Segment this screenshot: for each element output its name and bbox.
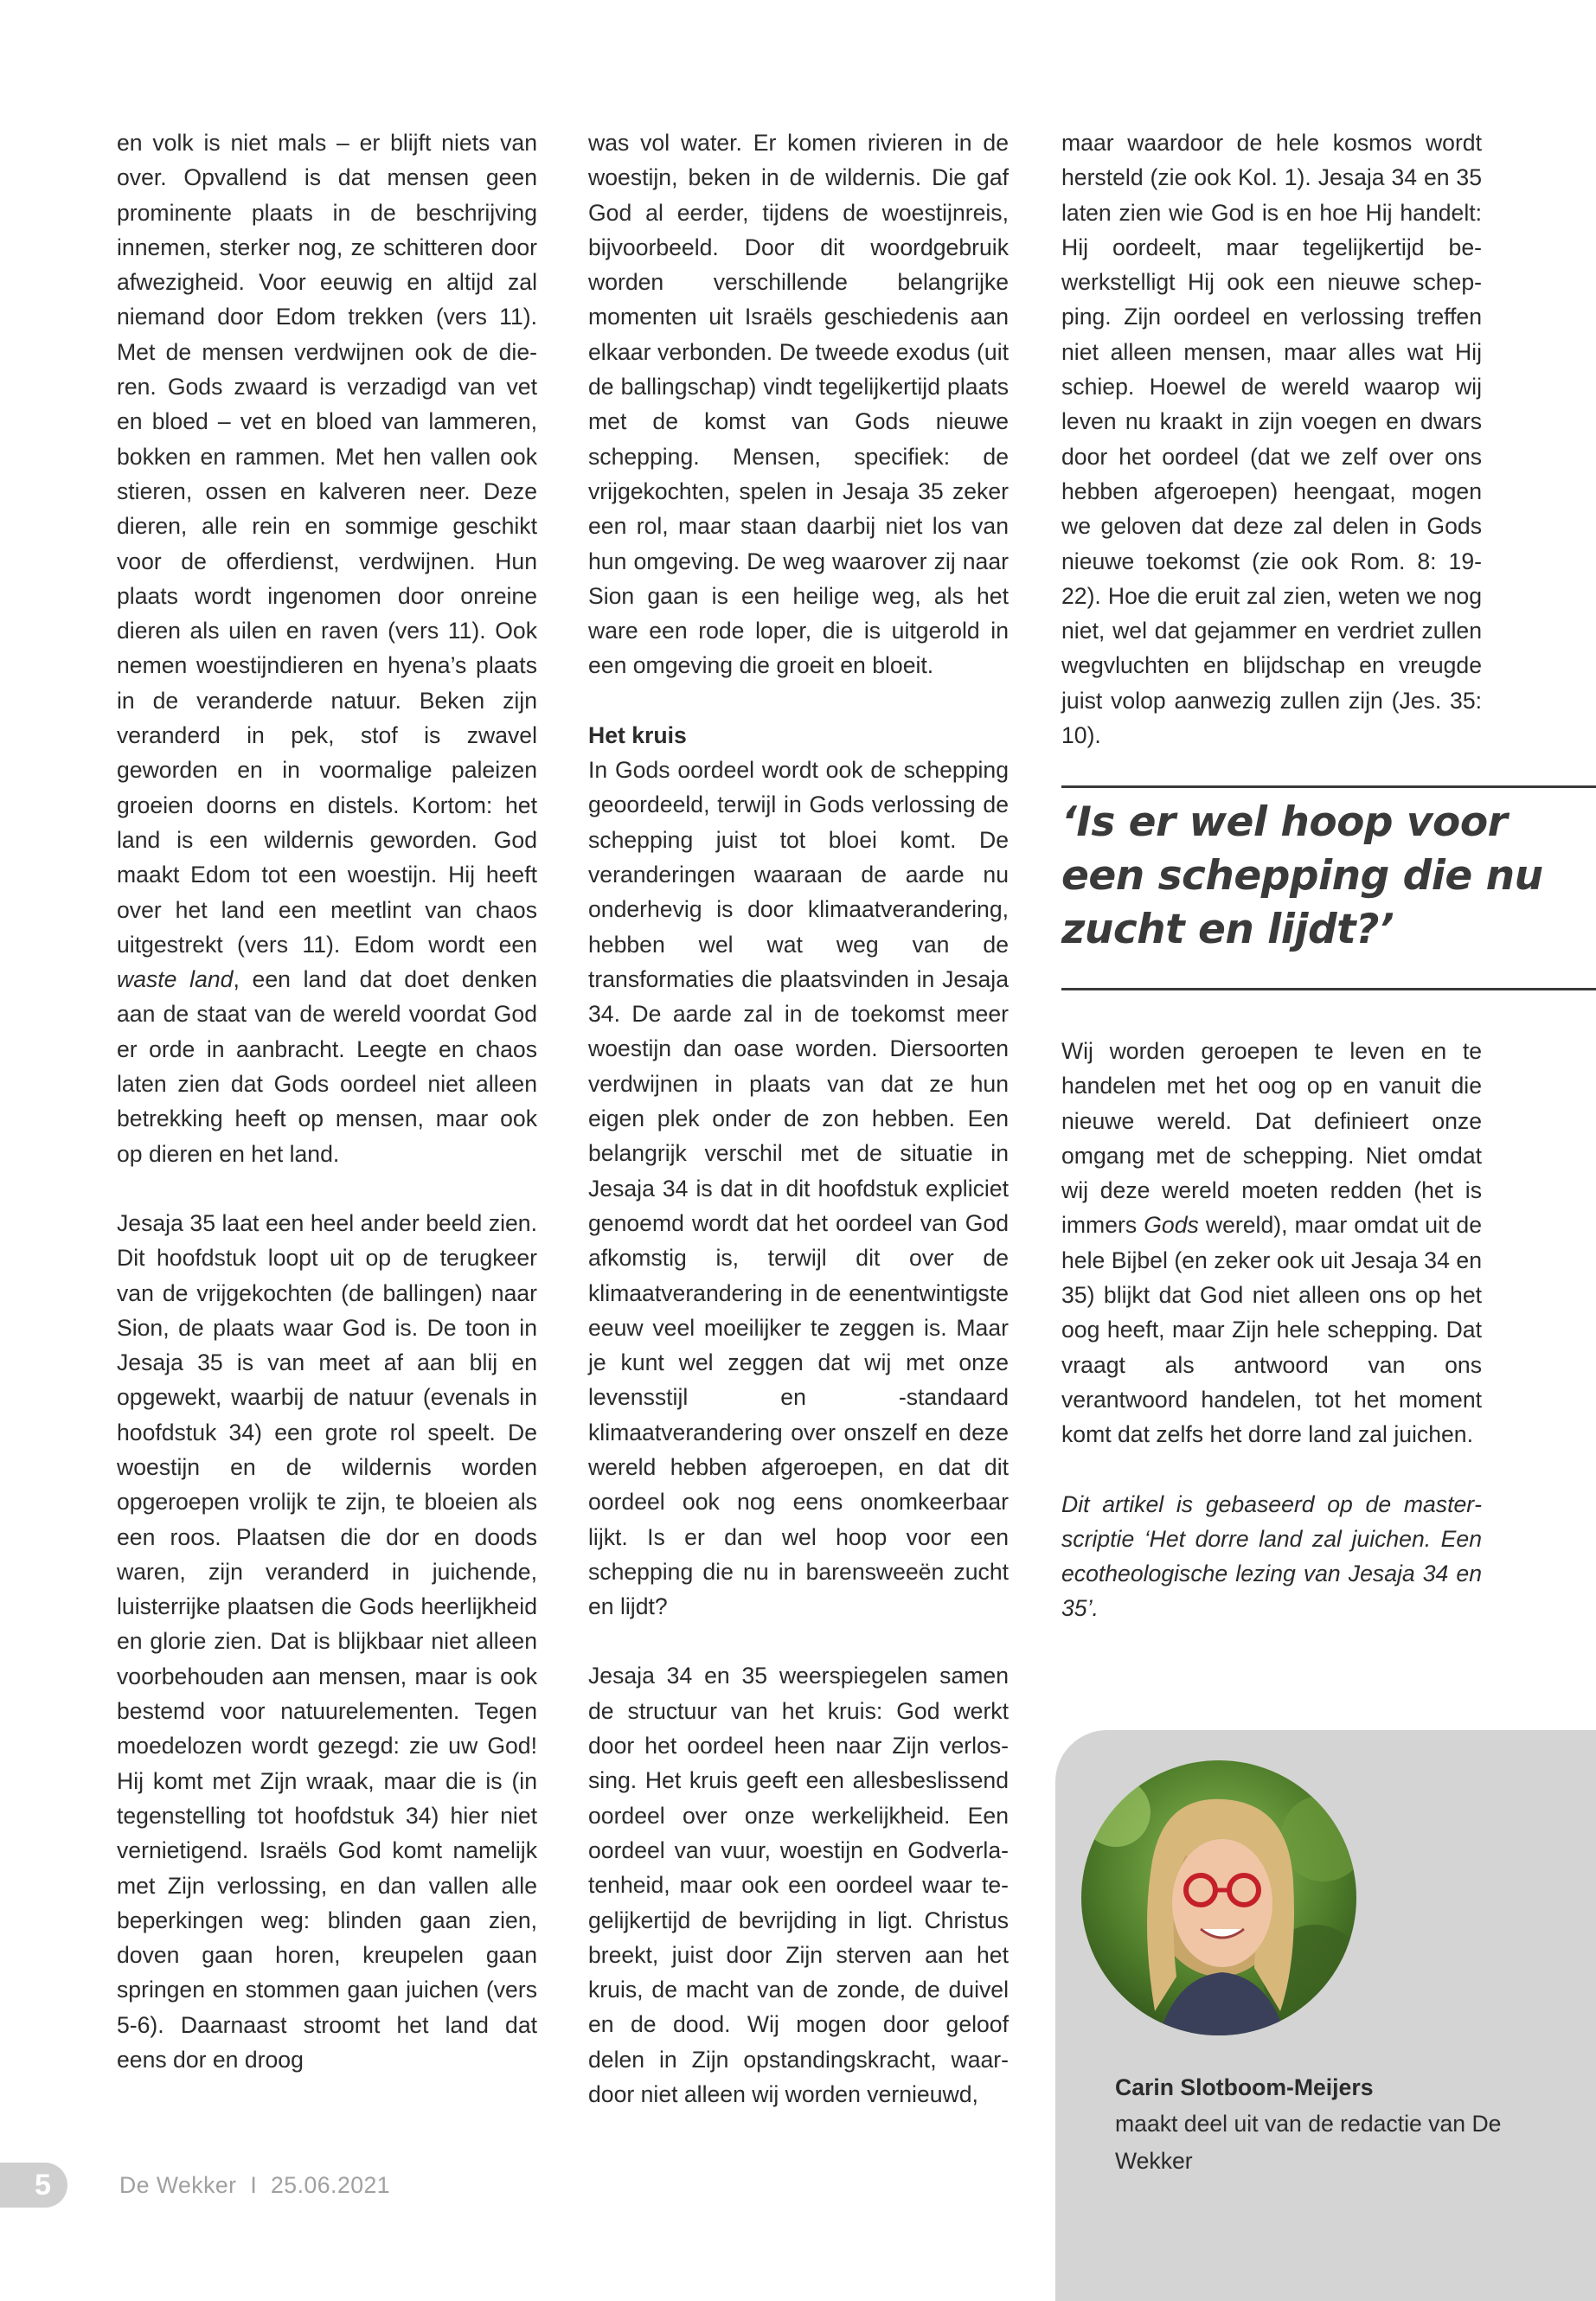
issue-date: 25.06.2021 [271, 2172, 391, 2198]
section-heading: Het kruis [588, 721, 687, 748]
paragraph: In Gods oordeel wordt ook de schepping geoordeeld, terwijl in Gods verlossing de schepping juist tot bloei komt. De veranderingen waaraan de aarde nu onderhevig is door klimaatverandering, hebben wel wat weg van de transformaties die plaatsvinden in Jesaja 34. De aarde zal in de toekomst meer woestijn dan oase worden. Diersoorten verdwijnen in plaats van dat ze hun eigen plek onder de zon hebben. Een belangrijk verschil met de situatie in Jesaja 34 is dat in dit hoofdstuk expliciet genoemd wordt dat het oordeel van God afkomstig is, terwijl dit over de klimaatverandering in de eenentwintigste eeuw veel moeilijker te zeggen is. Maar je kunt wel zeggen dat wij met onze levensstijl en -standaard klimaatverandering over onszelf en deze wereld hebben afgeroepen, en dat dit oordeel ook nog eens onomkeerbaar lijkt. Is er dan wel hoop voor een schepping die nu in barensweeën zucht en lijdt? [588, 757, 1009, 1620]
paragraph: Jesaja 35 laat een heel ander beeld zien. Dit hoofdstuk loopt uit op de terugkeer van de vrijgekochten (de ballingen) naar Sion, de plaats waar God is. De toon in Jesaja 35 is van meet af aan blij en opgewekt, waarbij de natuur (evenals in hoofdstuk 34) een grote rol speelt. De woestijn en de wildernis worden opgeroepen vrolijk te zijn, te bloeien als een roos. Plaatsen die dor en doods waren, zijn veranderd in juichende, luisterrijke plaatsen die Gods heerlijkheid en glorie zien. Dat is blijkbaar niet alleen voorbehouden aan mensen, maar is ook bestemd voor natuurelementen. Tegen moedelozen wordt gezegd: zie uw God! Hij komt met Zijn wraak, maar die is (in tegenstelling tot hoofdstuk 34) hier niet vernietigend. Israëls God komt namelijk met Zijn verlossing, en dan vallen alle beperkingen weg: blinden gaan zien, doven gaan horen, kreupelen gaan springen en stommen gaan juichen (vers 5-6). Daarnaast stroomt het land dat eens dor en droog [117, 1209, 537, 2073]
emphasis: Gods [1144, 1212, 1199, 1239]
paragraph: maar waardoor de hele kosmos wordt hersteld (zie ook Kol. 1). Jesaja 34 en 35 laten zien wie God is en hoe Hij handelt: Hij oordeelt, maar tegelijkertijd bewerkstelligt Hij ook een nieuwe schepping. Zijn oordeel en verlossing treffen niet alleen mensen, maar alles wat Hij schiep. Hoewel de wereld waarop wij leven nu kraakt in zijn voegen en dwars door het oordeel (dat we zelf over ons hebben afgeroepen) heengaat, mogen we geloven dat deze zal delen in Gods nieuwe toekomst (zie ook Rom. 8: 19-22). Hoe die eruit zal zien, weten we nog niet, wel dat gejammer en verdriet zullen wegvluchten en blijdschap en vreugde juist volop aanwezig zullen zijn (Jes. 35: 10). [1061, 130, 1482, 749]
author-name: Carin Slotboom-Meijers [1115, 2074, 1374, 2100]
running-footer [119, 2166, 390, 2204]
paragraph: en volk is niet mals – er blijft niets van over. Opvallend is dat mensen geen prominente plaats in de beschrijving innemen, sterker nog, ze schitteren door afwezigheid. Voor eeuwig en altijd zal niemand door Edom trekken (vers 11). Met de mensen verdwijnen ook de dieren. Gods zwaard is verzadigd van vet en bloed – vet en bloed van lammeren, bokken en rammen. Met hen vallen ook stieren, ossen en kalveren neer. Deze dieren, alle rein en sommige geschikt voor de offerdienst, verdwijnen. Hun plaats wordt ingenomen door onreine dieren als uilen en raven (vers 11). Ook nemen woestijndieren en hyena’s plaats in de veranderde natuur. Beken zijn veranderd in pek, stof is zwavel geworden en in voormalige paleizen groeien doorns en distels. Kortom: het land is een wildernis geworden. God maakt Edom tot een woestijn. Hij heeft over het land een meetlint van chaos uitgestrekt (vers 11). Edom wordt een waste land, een land dat doet denken aan de staat van de wereld voordat God er orde in aanbracht. Leegte en chaos laten zien dat Gods oordeel niet alleen betrekking heeft op mensen, maar ook op dieren en het land. [117, 130, 538, 1167]
quote-rule-top [1061, 785, 1596, 788]
source-note: Dit artikel is gebaseerd op de masterscriptie ‘Het dorre land zal juichen. Een ecotheologische lezing van Jesaja 34 en 35’. [1061, 1490, 1482, 1622]
article-column-3-continued [1061, 1034, 1482, 1626]
portrait-photo-icon [1081, 1760, 1356, 2035]
page-number-tab [0, 2163, 67, 2208]
article-column-1 [117, 125, 537, 2077]
emphasis: waste land [117, 966, 234, 993]
publication-name: De Wekker [119, 2172, 237, 2198]
quote-rule-bottom [1061, 988, 1596, 990]
author-role: maakt deel uit van de redactie van De Wekker [1115, 2111, 1502, 2174]
page-number: 5 [35, 2169, 51, 2202]
paragraph: Wij worden geroepen te leven en te handelen met het oog op en vanuit die nieuwe wereld. Dat definieert onze omgang met de schepping. Niet omdat wij deze wereld moeten redden (het is immers Gods wereld), maar omdat uit de hele Bijbel (en zeker ook uit Jesaja 34 en 35) blijkt dat God niet alleen ons op het oog heeft, maar Zijn hele schepping. Dat vraagt als antwoord van ons verantwoord handelen, tot het moment komt dat zelfs het dorre land zal juichen. [1061, 1038, 1483, 1448]
paragraph: Jesaja 34 en 35 weerspiegelen samen de structuur van het kruis: God werkt door het oordeel heen naar Zijn verlossing. Het kruis geeft een allesbeslissend oordeel over onze werkelijkheid. Een oordeel van vuur, woestijn en Godverlatenheid, maar ook een oordeel waar tegelijkertijd de bevrijding in ligt. Christus breekt, juist door Zijn sterven aan het kruis, de macht van de zonde, de duivel en de dood. Wij mogen door geloof delen in Zijn opstandingskracht, waardoor niet alleen wij worden vernieuwd, [588, 1663, 1009, 2108]
footer-separator: I [250, 2172, 258, 2198]
pull-quote: ‘Is er wel hoop voor een schepping die nu zucht en lijdt?’ [1061, 798, 1543, 953]
article-column-2 [588, 125, 1009, 2112]
paragraph: was vol water. Er komen rivieren in de woestijn, beken in de wildernis. Die gaf God al eerder, tijdens de woestijnreis, bijvoorbeeld. Door dit woordgebruik worden verschillende belangrijke momenten uit Israëls geschiedenis aan elkaar verbonden. De tweede exodus (uit de ballingschap) vindt tegelijkertijd plaats met de komst van Gods nieuwe schepping. Mensen, specifiek: de vrijgekochten, spelen in Jesaja 35 zeker een rol, maar staan daarbij niet los van hun omgeving. De weg waarover zij naar Sion gaan is een heilige weg, als het ware een rode loper, die is uitgerold in een omgeving die groeit en bloeit. [588, 130, 1009, 679]
article-column-3 [1061, 125, 1482, 753]
